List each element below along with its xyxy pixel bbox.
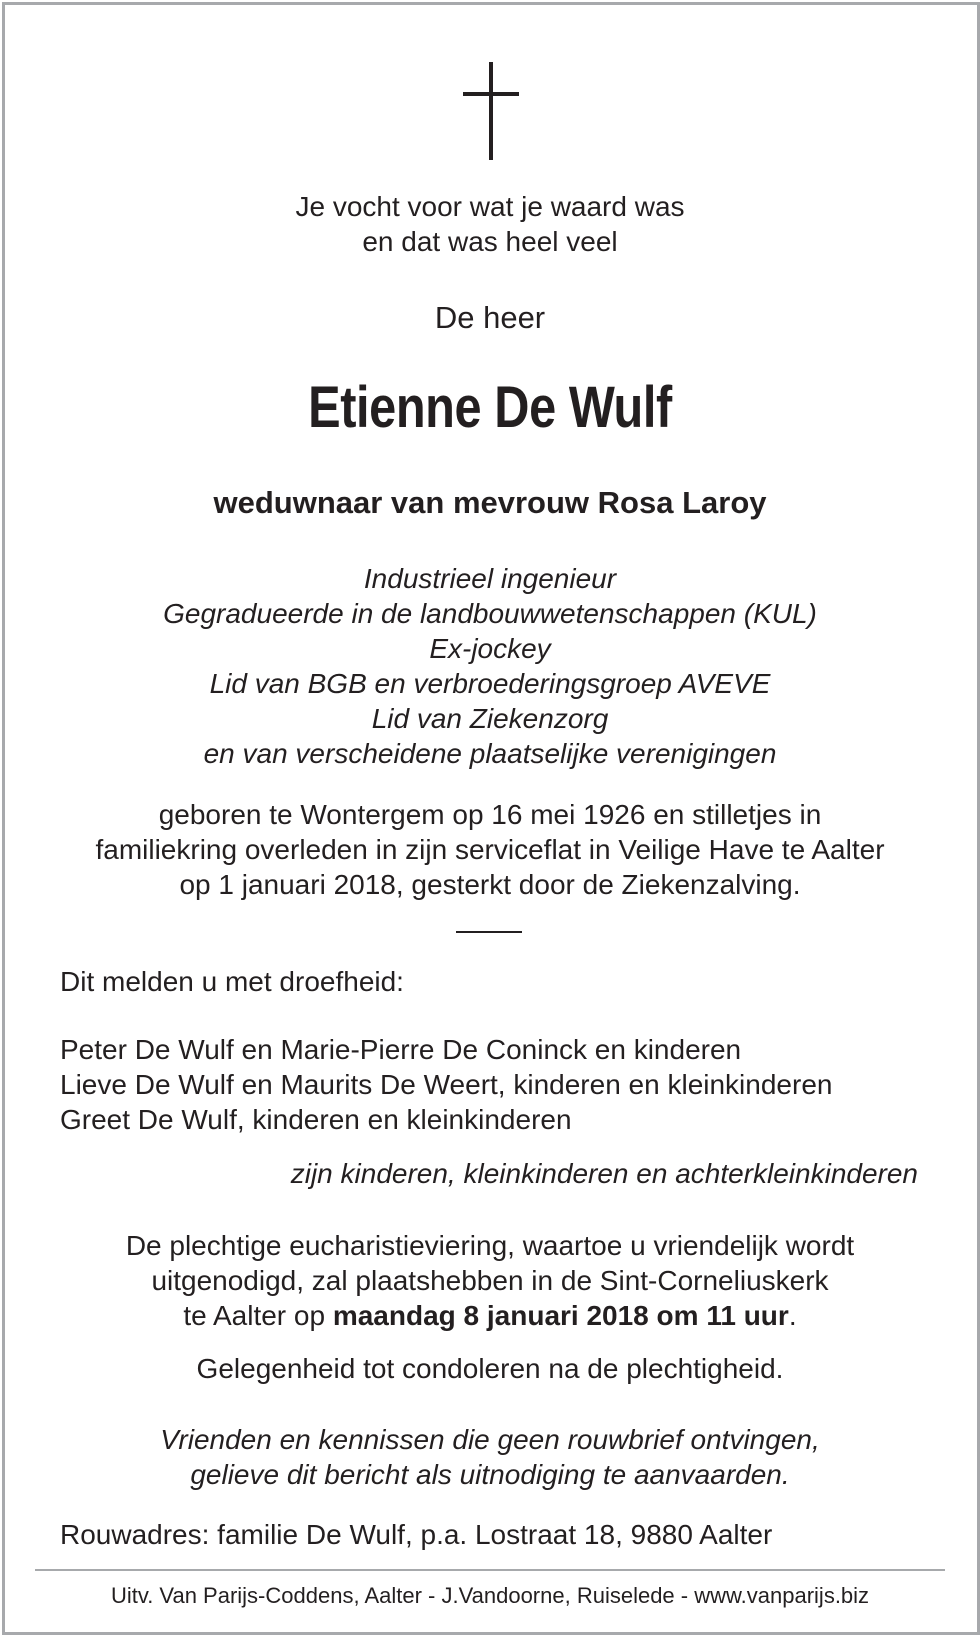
ceremony-date: maandag 8 januari 2018 om 11 uur — [332, 1300, 789, 1331]
family-line: Lieve De Wulf en Maurits De Weert, kinderen en kleinkinderen — [60, 1069, 833, 1100]
condolence-line: Gelegenheid tot condoleren na de plechtigheid. — [196, 1353, 784, 1384]
ceremony-suffix: . — [788, 1300, 797, 1331]
salutation: De heer — [434, 300, 546, 335]
birth-death-line: familiekring overleden in zijn serviceflat in Veilige Have te Aalter — [95, 834, 885, 865]
title-line: Lid van Ziekenzorg — [371, 703, 609, 734]
title-line: Lid van BGB en verbroederingsgroep AVEVE — [209, 668, 771, 699]
title-line: Industrieel ingenieur — [363, 563, 617, 594]
family-summary: zijn kinderen, kleinkinderen en achterkleinkinderen — [290, 1158, 918, 1189]
title-line: Gegradueerde in de landbouwwetenschappen (KUL) — [163, 598, 817, 629]
family-line: Greet De Wulf, kinderen en kleinkinderen — [60, 1104, 572, 1135]
motto-line-1: Je vocht voor wat je waard was — [295, 191, 685, 222]
title-line: en van verscheidene plaatselijke verenigingen — [203, 738, 777, 769]
footer-rule — [35, 1569, 945, 1571]
ceremony-line-1: De plechtige eucharistieviering, waartoe u vriendelijk wordt — [125, 1230, 855, 1261]
ceremony-line-3 — [0, 1298, 980, 1333]
separator-dash — [456, 931, 522, 933]
ceremony-line-2: uitgenodigd, zal plaatshebben in de Sint-Corneliuskerk — [151, 1265, 829, 1296]
mourning-address: Rouwadres: familie De Wulf, p.a. Lostraat 18, 9880 Aalter — [60, 1519, 773, 1550]
deceased-name: Etienne De Wulf — [308, 375, 672, 440]
family-line: Peter De Wulf en Marie-Pierre De Coninck en kinderen — [60, 1034, 742, 1065]
announce-intro: Dit melden u met droefheid: — [60, 966, 404, 997]
notice-line-2: gelieve dit bericht als uitnodiging te aanvaarden. — [190, 1459, 790, 1490]
ceremony-prefix: te Aalter op — [183, 1300, 333, 1331]
birth-death-line: op 1 januari 2018, gesterkt door de Ziekenzalving. — [179, 869, 801, 900]
publisher-footer: Uitv. Van Parijs-Coddens, Aalter - J.Vandoorne, Ruiselede - www.vanparijs.biz — [110, 1583, 870, 1608]
widower-line: weduwnaar van mevrouw Rosa Laroy — [213, 485, 767, 520]
motto-line-2: en dat was heel veel — [362, 226, 618, 257]
title-line: Ex-jockey — [429, 633, 551, 664]
cross-icon — [463, 62, 519, 160]
notice-line-1: Vrienden en kennissen die geen rouwbrief ontvingen, — [160, 1424, 820, 1455]
birth-death-line: geboren te Wontergem op 16 mei 1926 en stilletjes in — [158, 799, 822, 830]
